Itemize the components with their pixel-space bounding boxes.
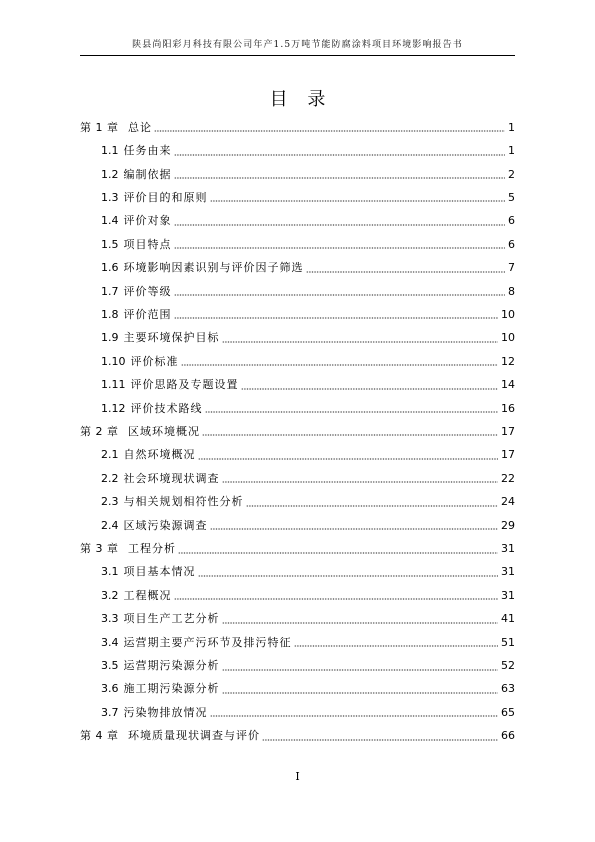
section-number: 3.6 <box>101 682 119 696</box>
section-number: 2.3 <box>101 495 119 509</box>
section-title: 运营期主要产污环节及排污特征 <box>123 635 292 649</box>
toc-section-entry <box>80 584 515 607</box>
section-title: 社会环境现状调查 <box>123 471 220 485</box>
entry-page-number: 22 <box>501 471 515 485</box>
section-number: 2.1 <box>101 448 119 462</box>
toc-heading: 目 录 <box>269 89 333 110</box>
entry-page-number: 63 <box>501 682 515 696</box>
dot-leader <box>174 310 499 319</box>
entry-page-number: 65 <box>501 705 515 719</box>
entry-page-number: 66 <box>501 729 515 743</box>
dot-leader <box>174 287 506 296</box>
section-number: 3.1 <box>101 565 119 579</box>
section-number: 1.5 <box>101 237 119 251</box>
toc-section-entry <box>80 350 515 373</box>
section-title: 环境影响因素识别与评价因子筛选 <box>123 261 304 275</box>
section-number: 1.12 <box>101 401 126 415</box>
section-title: 自然环境概况 <box>123 448 196 462</box>
section-number: 1.4 <box>101 214 119 228</box>
toc-section-entry <box>80 631 515 654</box>
entry-page-number: 31 <box>501 565 515 579</box>
section-number: 3.7 <box>101 705 119 719</box>
dot-leader <box>241 381 499 390</box>
dot-leader <box>154 123 505 132</box>
section-number: 1.10 <box>101 354 126 368</box>
dot-leader <box>210 521 499 530</box>
dot-leader <box>246 498 499 507</box>
dot-leader <box>174 240 506 249</box>
section-title: 任务由来 <box>123 144 172 158</box>
toc-chapter-entry <box>80 725 515 748</box>
toc-section-entry <box>80 444 515 467</box>
chapter-title: 总论 <box>128 120 152 134</box>
section-number: 1.7 <box>101 284 119 298</box>
toc-chapter-entry <box>80 116 515 139</box>
chapter-title: 区域环境概况 <box>128 424 200 438</box>
toc-section-entry <box>80 327 515 350</box>
dot-leader <box>210 193 506 202</box>
entry-page-number: 6 <box>508 237 515 251</box>
section-number: 1.8 <box>101 307 119 321</box>
section-title: 评价对象 <box>123 214 172 228</box>
dot-leader <box>202 427 498 436</box>
toc-section-entry <box>80 233 515 256</box>
entry-page-number: 1 <box>508 144 515 158</box>
header-divider <box>80 55 515 56</box>
toc-section-entry <box>80 280 515 303</box>
entry-page-number: 29 <box>501 518 515 532</box>
footer-page-number: I <box>295 770 300 783</box>
section-title: 评价技术路线 <box>130 401 203 415</box>
section-title: 区域污染源调查 <box>123 518 208 532</box>
entry-page-number: 17 <box>501 448 515 462</box>
chapter-number: 第 4 章 <box>80 729 119 743</box>
entry-page-number: 41 <box>501 612 515 626</box>
section-number: 2.2 <box>101 471 119 485</box>
toc-section-entry <box>80 561 515 584</box>
dot-leader <box>178 545 498 554</box>
dot-leader <box>181 357 499 366</box>
dot-leader <box>222 474 499 483</box>
section-number: 2.4 <box>101 518 119 532</box>
section-title: 施工期污染源分析 <box>123 682 220 696</box>
toc-section-entry <box>80 186 515 209</box>
chapter-number: 第 1 章 <box>80 120 119 134</box>
toc-chapter-entry <box>80 537 515 560</box>
entry-page-number: 6 <box>508 214 515 228</box>
section-title: 评价思路及专题设置 <box>130 378 239 392</box>
dot-leader <box>222 334 499 343</box>
chapter-title: 工程分析 <box>128 542 176 556</box>
entry-page-number: 7 <box>508 261 515 275</box>
section-title: 项目生产工艺分析 <box>123 612 220 626</box>
entry-page-number: 5 <box>508 190 515 204</box>
dot-leader <box>222 685 499 694</box>
toc-section-entry <box>80 163 515 186</box>
section-number: 1.1 <box>101 144 119 158</box>
dot-leader <box>306 264 506 273</box>
section-title: 评价范围 <box>123 307 172 321</box>
dot-leader <box>198 568 499 577</box>
toc-section-entry <box>80 678 515 701</box>
dot-leader <box>174 217 506 226</box>
toc-section-entry <box>80 701 515 724</box>
section-number: 1.11 <box>101 378 126 392</box>
entry-page-number: 31 <box>501 588 515 602</box>
section-number: 3.4 <box>101 635 119 649</box>
section-title: 项目特点 <box>123 237 172 251</box>
dot-leader <box>222 615 499 624</box>
entry-page-number: 1 <box>508 120 515 134</box>
chapter-title: 环境质量现状调查与评价 <box>128 729 260 743</box>
toc-section-entry <box>80 256 515 279</box>
toc-section-entry <box>80 491 515 514</box>
entry-page-number: 52 <box>501 659 515 673</box>
section-title: 主要环境保护目标 <box>123 331 220 345</box>
dot-leader <box>174 170 506 179</box>
entry-page-number: 17 <box>501 424 515 438</box>
toc-section-entry <box>80 303 515 326</box>
section-title: 评价等级 <box>123 284 172 298</box>
section-title: 项目基本情况 <box>123 565 196 579</box>
section-number: 1.9 <box>101 331 119 345</box>
dot-leader <box>205 404 499 413</box>
entry-page-number: 10 <box>501 331 515 345</box>
section-title: 运营期污染源分析 <box>123 659 220 673</box>
section-number: 1.3 <box>101 190 119 204</box>
entry-page-number: 2 <box>508 167 515 181</box>
entry-page-number: 8 <box>508 284 515 298</box>
entry-page-number: 12 <box>501 354 515 368</box>
toc-section-entry <box>80 373 515 396</box>
section-number: 3.5 <box>101 659 119 673</box>
toc-section-entry <box>80 608 515 631</box>
dot-leader <box>174 147 506 156</box>
entry-page-number: 14 <box>501 378 515 392</box>
dot-leader <box>210 708 499 717</box>
section-title: 评价标准 <box>130 354 179 368</box>
section-title: 评价目的和原则 <box>123 190 208 204</box>
chapter-number: 第 3 章 <box>80 542 119 556</box>
section-title: 污染物排放情况 <box>123 705 208 719</box>
toc-section-entry <box>80 210 515 233</box>
entry-page-number: 24 <box>501 495 515 509</box>
dot-leader <box>294 638 499 647</box>
dot-leader <box>262 732 498 741</box>
toc-section-entry <box>80 397 515 420</box>
dot-leader <box>198 451 499 460</box>
dot-leader <box>222 662 499 671</box>
section-number: 1.6 <box>101 261 119 275</box>
toc-section-entry <box>80 514 515 537</box>
entry-page-number: 10 <box>501 307 515 321</box>
section-number: 3.3 <box>101 612 119 626</box>
entry-page-number: 31 <box>501 542 515 556</box>
entry-page-number: 16 <box>501 401 515 415</box>
chapter-number: 第 2 章 <box>80 424 119 438</box>
section-number: 3.2 <box>101 588 119 602</box>
section-title: 与相关规划相符性分析 <box>123 495 244 509</box>
toc-chapter-entry <box>80 420 515 443</box>
section-title: 编制依据 <box>123 167 172 181</box>
toc-list <box>80 116 515 748</box>
dot-leader <box>174 591 499 600</box>
toc-section-entry <box>80 467 515 490</box>
section-title: 工程概况 <box>123 588 172 602</box>
toc-section-entry <box>80 654 515 677</box>
section-number: 1.2 <box>101 167 119 181</box>
toc-section-entry <box>80 139 515 162</box>
running-header: 陕县尚阳彩月科技有限公司年产1.5万吨节能防腐涂料项目环境影响报告书 <box>132 40 463 50</box>
entry-page-number: 51 <box>501 635 515 649</box>
